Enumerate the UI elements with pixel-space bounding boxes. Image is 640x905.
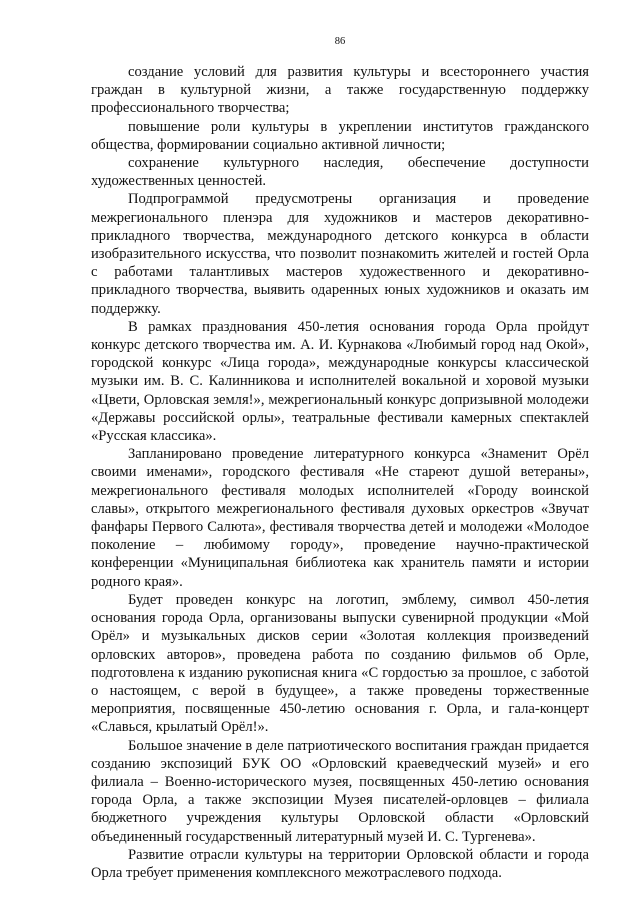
- paragraph-anniversary-contests: В рамках празднования 450-летия основания города Орла пройдут конкурс детского творчества им. А. И. Курнакова «Любимый город над Окой», городской конкурс «Лица города», международные конкурсы классической музыки им. В. С. Калинникова и исполнителей вокальной и хоровой музыки «Цвети, Орловская земля!», межрегиональный конкурс допризывной молодежи «Державы российской орлы», театральные фестивали камерных спектаклей «Русская классика».: [91, 318, 589, 445]
- body-text: [91, 63, 589, 882]
- paragraph-museum-exhibitions: Большое значение в деле патриотического воспитания граждан придается созданию экспозиций БУК ОО «Орловский краеведческий музей» и его филиала – Военно-исторического музея, посвященных 450-летию основания города Орла, а также экспозиции Музея писателей-орловцев – филиала бюджетного учреждения культуры Орловской области «Орловский объединенный государственный литературный музей И. С. Тургенева».: [91, 737, 589, 845]
- paragraph-development: Развитие отрасли культуры на территории Орловской области и города Орла требует применения комплексного межотраслевого подхода.: [91, 846, 589, 881]
- page-number: 86: [334, 36, 346, 47]
- paragraph-plein-air: Подпрограммой предусмотрены организация и проведение межрегионального пленэра для художников и мастеров декоративно-прикладного творчества, международного детского конкурса в области изобразительного искусства, что позволит познакомить жителей и гостей Орла с работами талантливых мастеров художественного и декоративно-прикладного творчества, выявить одаренных юных художников и оказать им поддержку.: [91, 191, 589, 317]
- paragraph-heritage: сохранение культурного наследия, обеспечение доступности художественных ценностей.: [91, 155, 589, 190]
- paragraph-logo-contest: Будет проведен конкурс на логотип, эмблему, символ 450-летия основания города Орла, организованы выпуски сувенирной продукции «Мой Орёл» и музыкальных дисков серии «Золотая коллекция произведений орловских авторов», проведена работа по созданию фильмов об Орле, подготовлена к изданию рукописная книга «С гордостью за прошлое, с заботой о настоящем, с верой в будущее», а также проведены торжественные мероприятия, посвященные 450-летию основания г. Орла, и гала-концерт «Славься, крылатый Орёл!».: [91, 591, 589, 736]
- paragraph-culture-conditions: создание условий для развития культуры и всестороннего участия граждан в культурной жизни, а также государственную поддержку профессионального творчества;: [91, 64, 589, 117]
- paragraph-literary-contest: Запланировано проведение литературного конкурса «Знаменит Орёл своими именами», городского фестиваля «Не стареют душой ветераны», межрегионального фестиваля молодых исполнителей «Городу воинской славы», открытого межрегионального фестиваля духовых оркестров «Звучат фанфары Первого Салюта», фестиваля творчества детей и молодежи «Молодое поколение – любимому городу», проведение научно-практической конференции «Муниципальная библиотека как хранитель памяти и истории родного края».: [91, 446, 589, 590]
- paragraph-civil-society: повышение роли культуры в укреплении институтов гражданского общества, формировании социально активной личности;: [91, 118, 589, 153]
